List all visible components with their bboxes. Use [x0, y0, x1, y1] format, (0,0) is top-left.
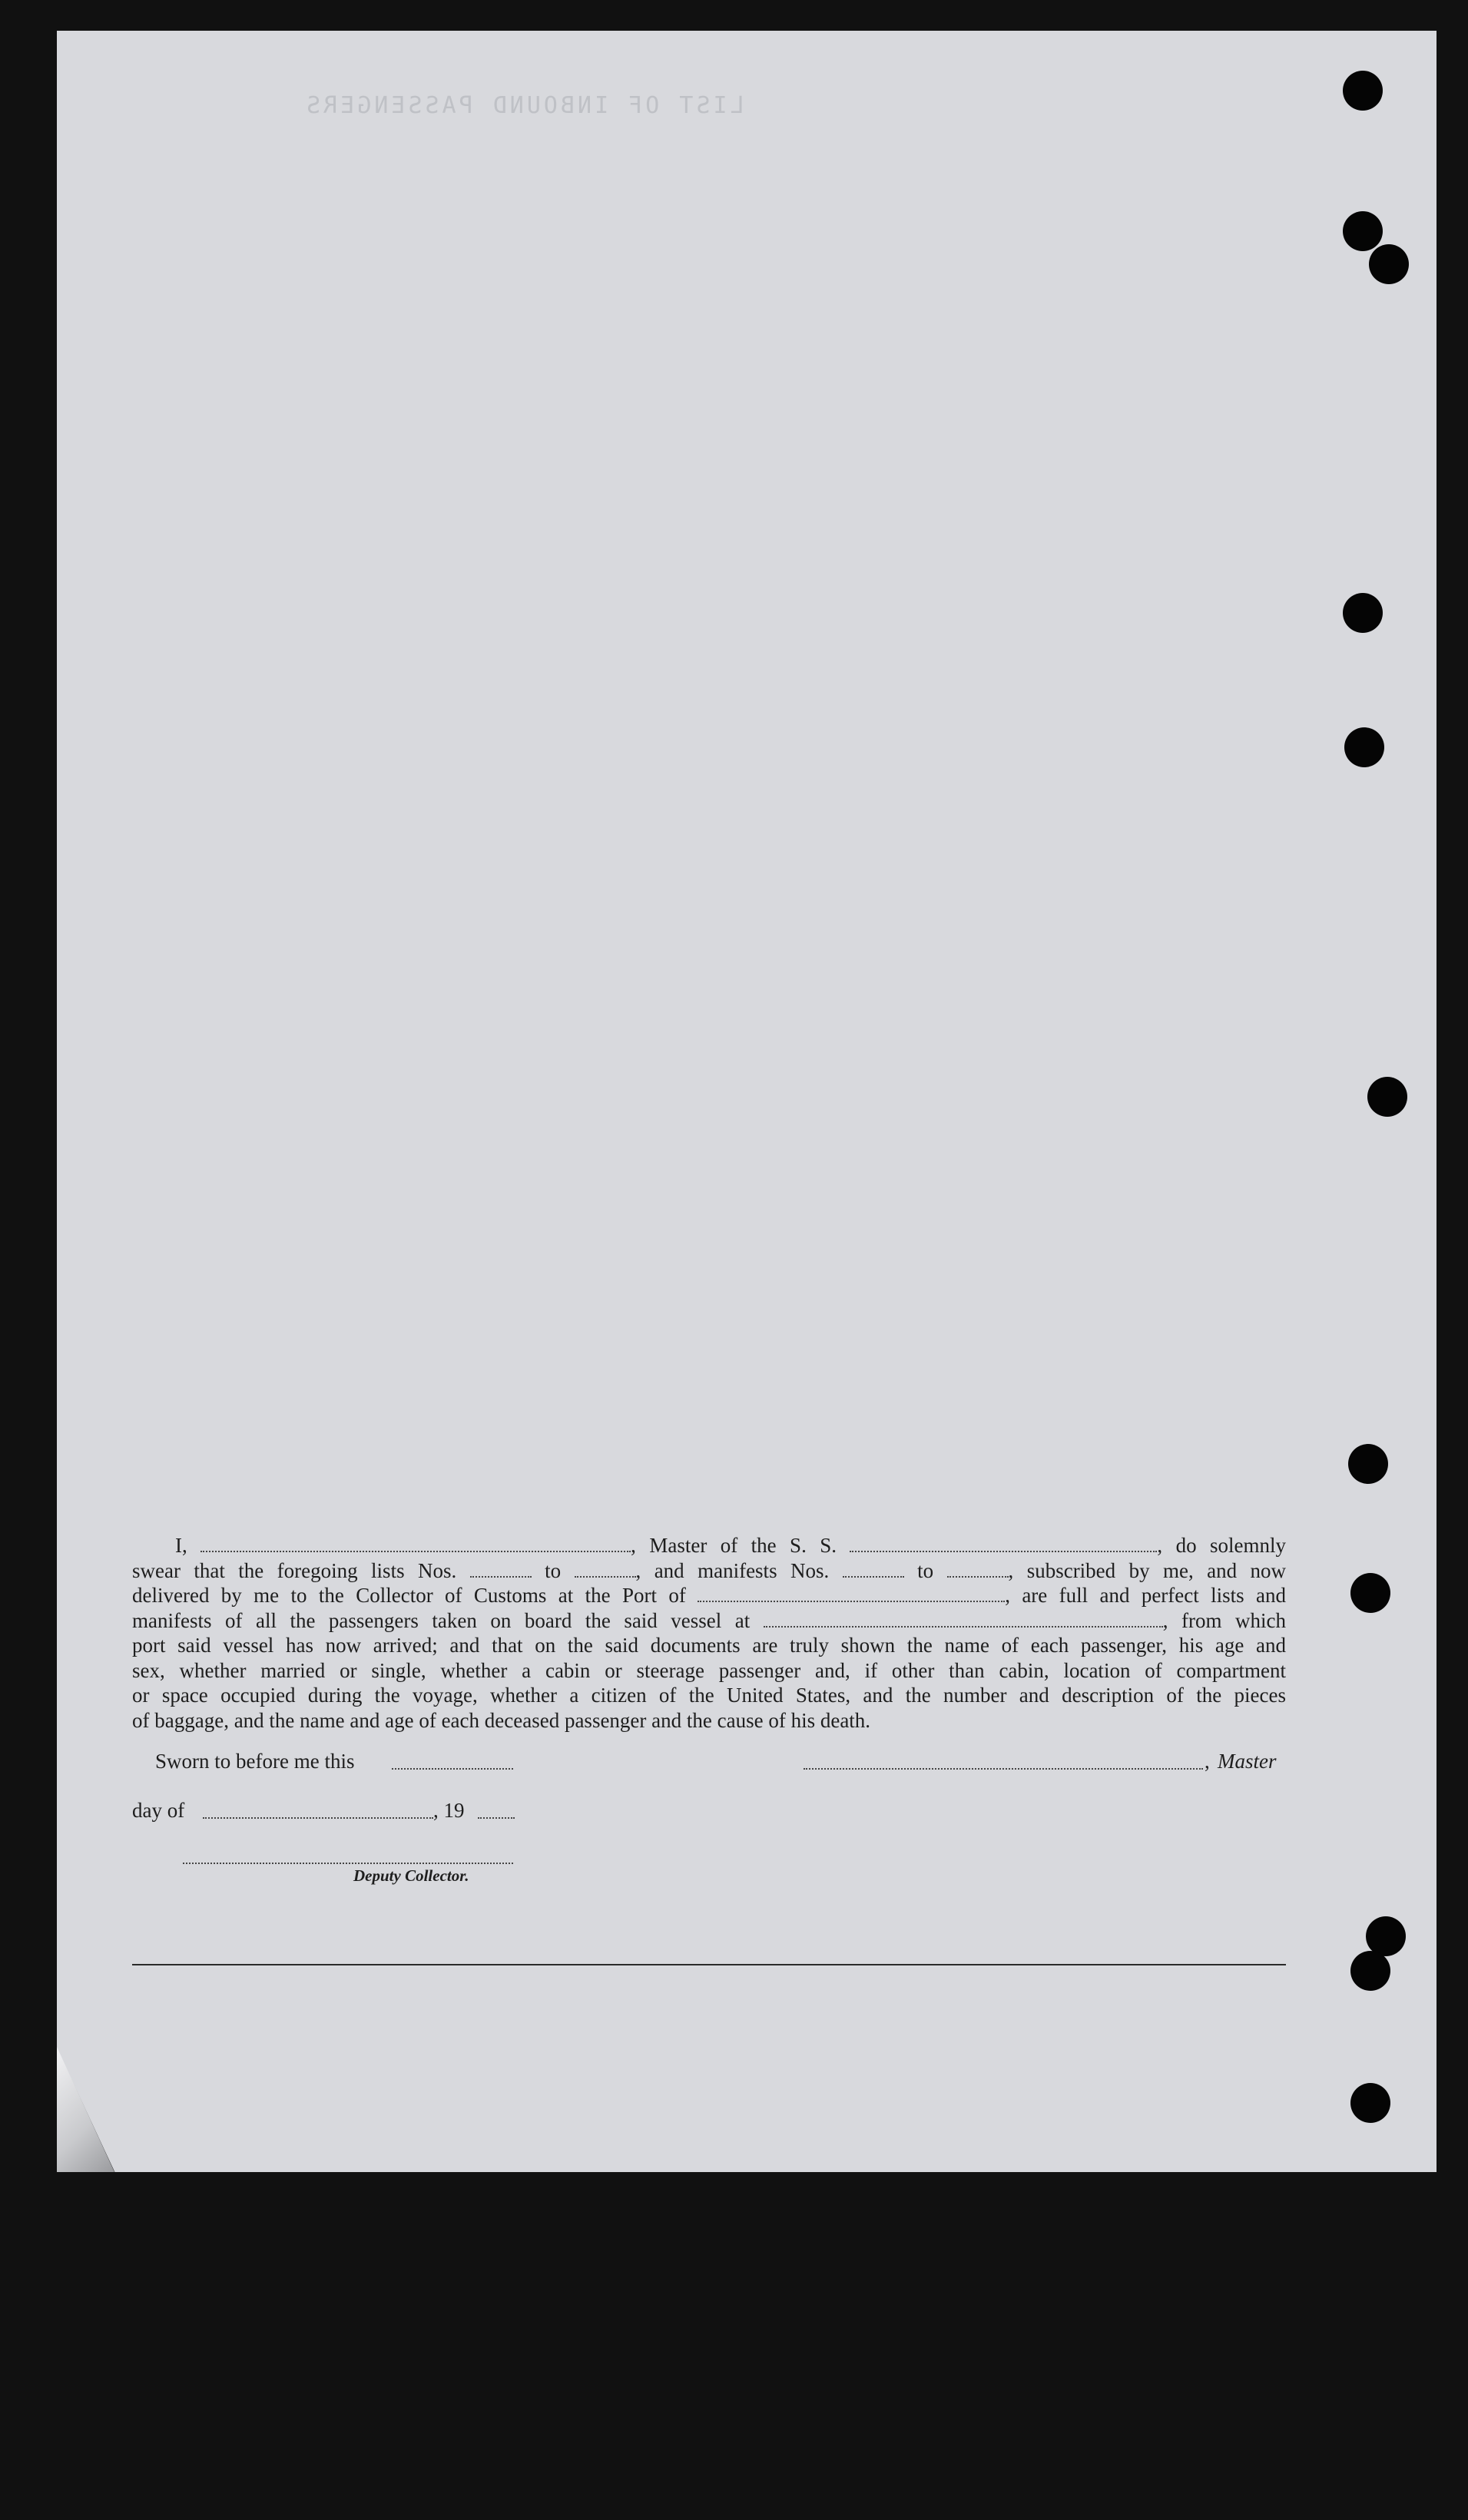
oath-line-6: sex, whether married or single, whether a cabin or steerage passenger and, if other than cabin, location of compartment: [132, 1658, 1286, 1682]
master-name-blank[interactable]: [200, 1535, 631, 1552]
oath-text: , subscribed by me, and now: [1008, 1558, 1287, 1582]
manifest-from-blank[interactable]: [843, 1561, 904, 1578]
oath-text: , from which: [1162, 1608, 1286, 1632]
list-to-blank[interactable]: [575, 1561, 636, 1578]
master-signature-blank[interactable]: [804, 1753, 1203, 1770]
oath-paragraph: [132, 1533, 1286, 1733]
oath-line-2: [132, 1558, 1286, 1584]
list-from-blank[interactable]: [470, 1561, 532, 1578]
sworn-label: Sworn to before me this: [155, 1750, 355, 1773]
punch-hole: [1350, 1951, 1390, 1991]
punch-hole: [1348, 1444, 1388, 1484]
punch-hole: [1369, 244, 1409, 284]
date-row: [132, 1799, 593, 1826]
vessel-name-blank[interactable]: [850, 1535, 1157, 1552]
oath-text: to: [545, 1558, 562, 1582]
port-blank[interactable]: [698, 1585, 1005, 1602]
oath-text: swear that the foregoing lists Nos.: [132, 1558, 457, 1582]
punch-hole: [1344, 727, 1384, 767]
punch-hole: [1350, 1573, 1390, 1613]
oath-line-5: port said vessel has now arrived; and that on the said documents are truly shown the name of each passenger, his age and: [132, 1634, 1286, 1657]
departure-port-blank[interactable]: [764, 1611, 1163, 1628]
oath-text: manifests of all the passengers taken on board the said vessel at: [132, 1608, 751, 1632]
punch-hole: [1367, 1077, 1407, 1117]
sworn-row: Sworn to before me this , Master: [155, 1750, 1277, 1773]
oath-text: I,: [175, 1534, 187, 1557]
oath-text: delivered by me to the Collector of Customs at the Port of: [132, 1584, 686, 1607]
year-prefix: , 19: [433, 1799, 465, 1822]
oath-text: to: [917, 1558, 934, 1582]
deputy-collector-label: Deputy Collector.: [353, 1866, 469, 1885]
bleed-through-header: LIST OF INBOUND PASSENGERS: [303, 92, 744, 119]
year-blank[interactable]: [478, 1802, 515, 1819]
master-label: Master: [1218, 1750, 1277, 1773]
punch-hole: [1343, 211, 1383, 251]
oath-line-1: [132, 1533, 1286, 1558]
oath-text: , are full and perfect lists and: [1005, 1584, 1286, 1607]
punch-hole: [1343, 593, 1383, 633]
document-page: [57, 31, 1437, 2172]
day-of-label: day of: [132, 1799, 185, 1822]
oath-line-4: [132, 1608, 1286, 1634]
punch-hole: [1343, 71, 1383, 111]
oath-line-8: of baggage, and the name and age of each deceased passenger and the cause of his death.: [132, 1708, 871, 1732]
punch-hole: [1350, 2083, 1390, 2123]
manifest-to-blank[interactable]: [947, 1561, 1009, 1578]
oath-line-7: or space occupied during the voyage, whether a citizen of the United States, and the number and description of the pieces: [132, 1684, 1286, 1707]
sworn-day-blank[interactable]: [392, 1753, 513, 1770]
oath-text: , Master of the S. S.: [631, 1534, 837, 1557]
oath-text: , and manifests Nos.: [635, 1558, 830, 1582]
month-blank[interactable]: [203, 1802, 433, 1819]
bottom-rule: [132, 1964, 1286, 1965]
oath-line-3: [132, 1583, 1286, 1608]
oath-text: , do solemnly: [1157, 1534, 1287, 1557]
deputy-signature-line[interactable]: [183, 1863, 513, 1864]
